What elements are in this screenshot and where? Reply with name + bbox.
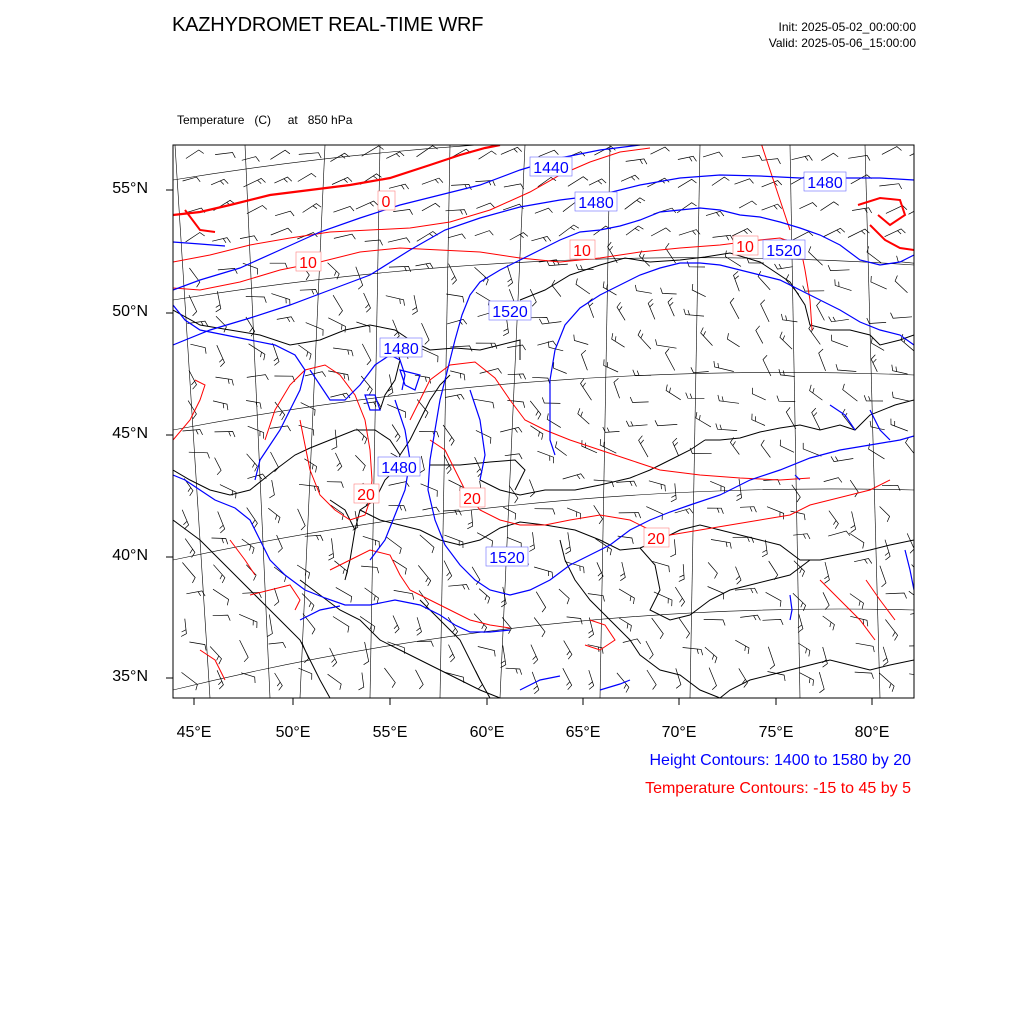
wind-barb xyxy=(914,508,935,513)
lat-label: 45°N xyxy=(112,425,148,442)
height-label xyxy=(804,172,846,192)
height-label xyxy=(489,301,531,321)
temperature-label xyxy=(378,191,395,211)
wind-barb xyxy=(914,231,935,240)
lon-label: 50°E xyxy=(275,724,311,741)
temperature-label xyxy=(354,484,379,504)
height-label xyxy=(763,240,805,260)
wind-barb xyxy=(916,182,934,188)
height-label-text: 1520 xyxy=(489,550,525,567)
temperature-label xyxy=(460,488,485,508)
lat-label: 55°N xyxy=(112,180,148,197)
height-label-text: 1480 xyxy=(383,341,419,358)
height-label-text: 1480 xyxy=(807,175,843,192)
temperature-contour-legend: Temperature Contours: -15 to 45 by 5 xyxy=(645,780,911,797)
height-label xyxy=(575,192,617,212)
temperature-label xyxy=(733,236,758,256)
height-label-text: 1480 xyxy=(578,195,614,212)
temperature-label-text: 10 xyxy=(573,243,591,260)
temperature-label-text: 20 xyxy=(463,491,481,508)
height-label-text: 1520 xyxy=(766,243,802,260)
temperature-label-text: 10 xyxy=(299,255,317,272)
lon-label: 45°E xyxy=(176,724,212,741)
lon-label: 70°E xyxy=(661,724,697,741)
temperature-label xyxy=(644,528,669,548)
lon-label: 80°E xyxy=(854,724,890,741)
temperature-label-text: 20 xyxy=(357,487,375,504)
height-label xyxy=(378,457,420,477)
lat-label: 40°N xyxy=(112,547,148,564)
lon-label: 75°E xyxy=(758,724,794,741)
valid-time: Valid: 2025-05-06_15:00:00 xyxy=(768,36,916,50)
lat-label: 35°N xyxy=(112,668,148,685)
field-temperature: Temperature (C) at 850 hPa xyxy=(177,113,353,127)
lon-label: 55°E xyxy=(372,724,408,741)
temperature-label xyxy=(570,240,595,260)
temperature-label-text: 10 xyxy=(736,239,754,256)
height-label-text: 1440 xyxy=(533,160,569,177)
init-time: Init: 2025-05-02_00:00:00 xyxy=(778,20,916,34)
wind-barb xyxy=(914,482,927,499)
temperature-label xyxy=(296,252,321,272)
temperature-label-text: 20 xyxy=(647,531,665,548)
height-label-text: 1480 xyxy=(381,460,417,477)
lat-label: 50°N xyxy=(112,303,148,320)
height-label xyxy=(380,338,422,358)
height-label xyxy=(486,547,528,567)
lon-label: 65°E xyxy=(565,724,601,741)
height-contour-legend: Height Contours: 1400 to 1580 by 20 xyxy=(649,752,911,769)
map-title: KAZHYDROMET REAL-TIME WRF xyxy=(172,14,484,36)
height-label xyxy=(530,157,572,177)
temperature-label-text: 0 xyxy=(381,194,391,211)
height-label-text: 1520 xyxy=(492,304,528,321)
lon-label: 60°E xyxy=(469,724,505,741)
